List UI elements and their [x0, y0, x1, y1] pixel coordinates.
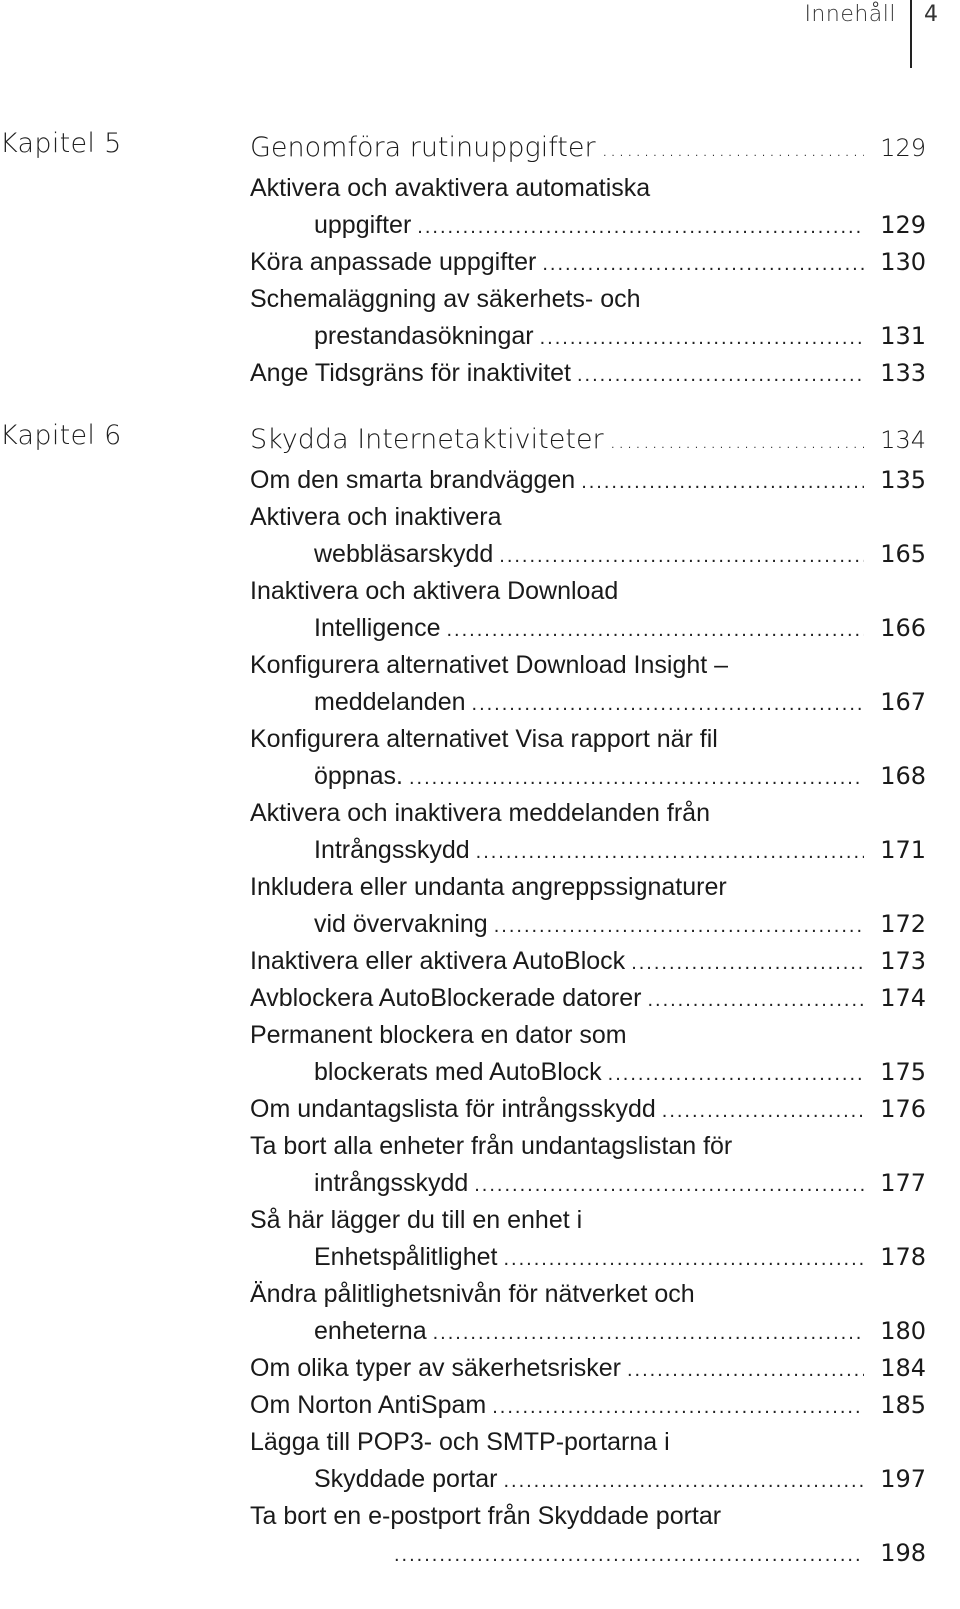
dot-leader: [492, 1389, 864, 1426]
entry-title: Aktivera och inaktivera meddelanden från: [250, 799, 710, 827]
entry-title: Schemaläggning av säkerhets- och: [250, 285, 641, 313]
dot-leader: [631, 945, 864, 982]
dot-leader: [476, 834, 864, 871]
dot-leader: [602, 129, 864, 169]
dot-leader: [433, 1315, 864, 1352]
entry-page: 131: [880, 322, 926, 350]
entry-title-continued: uppgifter: [314, 211, 412, 239]
toc-entry-continuation[interactable]: [250, 318, 926, 355]
entry-page: 129: [880, 211, 926, 239]
entry-title-continued: webbläsarskydd: [314, 540, 494, 568]
entry-page: 172: [880, 910, 926, 938]
dot-leader: [581, 464, 864, 501]
entry-title-continued: vid övervakning: [314, 910, 488, 938]
toc-entry-continuation[interactable]: [250, 610, 926, 647]
toc-entry[interactable]: [250, 355, 926, 392]
chapter-title: Skydda Internetaktiviteter: [250, 424, 604, 455]
entry-page: 130: [880, 248, 926, 276]
entry-title-continued: enheterna: [314, 1317, 427, 1345]
chapter-label: Kapitel 5: [0, 128, 122, 159]
dot-leader: [446, 612, 864, 649]
entry-page: 197: [880, 1465, 926, 1493]
entry-title: Konfigurera alternativet Visa rapport när fil: [250, 725, 718, 753]
toc-entry[interactable]: [250, 795, 926, 832]
toc-entry[interactable]: [250, 499, 926, 536]
chapter-heading-row[interactable]: [250, 420, 926, 460]
toc-entry[interactable]: [250, 980, 926, 1017]
toc-entry-continuation[interactable]: [250, 1535, 926, 1572]
page-header: [804, 0, 938, 70]
entry-title: Ändra pålitlighetsnivån för nätverket och: [250, 1280, 695, 1308]
toc-entry[interactable]: [250, 1424, 926, 1461]
entry-page: 185: [880, 1391, 926, 1419]
entry-page: 174: [880, 984, 926, 1012]
entry-title-continued: blockerats med AutoBlock: [314, 1058, 602, 1086]
entry-title: Om den smarta brandväggen: [250, 466, 576, 494]
toc-entry-continuation[interactable]: [250, 758, 926, 795]
page-number: 4: [924, 2, 938, 27]
toc-entry[interactable]: [250, 573, 926, 610]
dot-leader: [409, 760, 864, 797]
dot-leader: [472, 686, 864, 723]
dot-leader: [499, 538, 864, 575]
entry-title: Inaktivera eller aktivera AutoBlock: [250, 947, 626, 975]
entry-page: 180: [880, 1317, 926, 1345]
entry-title-continued: intrångsskydd: [314, 1169, 469, 1197]
chapter-heading-row[interactable]: [250, 128, 926, 168]
toc-entry-continuation[interactable]: [250, 1461, 926, 1498]
dot-leader: [577, 357, 864, 394]
dot-leader: [542, 246, 864, 283]
entry-title-continued: Intelligence: [314, 614, 441, 642]
dot-leader: [608, 1056, 864, 1093]
toc-entry-continuation[interactable]: [250, 906, 926, 943]
entry-page: 168: [880, 762, 926, 790]
entry-page: 175: [880, 1058, 926, 1086]
entry-title-continued: öppnas.: [314, 762, 403, 790]
entry-title: Om undantagslista för intrångsskydd: [250, 1095, 656, 1123]
toc-entry[interactable]: [250, 244, 926, 281]
toc-entry-continuation[interactable]: [250, 684, 926, 721]
toc-entry-continuation[interactable]: [250, 207, 926, 244]
entry-page: 178: [880, 1243, 926, 1271]
entry-page: 165: [880, 540, 926, 568]
toc-entry[interactable]: [250, 1128, 926, 1165]
entry-title-continued: Intrångsskydd: [314, 836, 470, 864]
toc-entry-continuation[interactable]: [250, 1239, 926, 1276]
entry-page: 198: [880, 1539, 926, 1567]
chapter-label: Kapitel 6: [0, 420, 122, 451]
entry-title: Inaktivera och aktivera Download: [250, 577, 619, 605]
toc-entry[interactable]: [250, 1276, 926, 1313]
dot-leader: [662, 1093, 864, 1130]
dot-leader: [540, 320, 864, 357]
toc-entry[interactable]: [250, 721, 926, 758]
chapter-page: 129: [880, 134, 926, 162]
entry-title: Så här lägger du till en enhet i: [250, 1206, 583, 1234]
entry-title: Permanent blockera en dator som: [250, 1021, 627, 1049]
dot-leader: [417, 209, 864, 246]
toc-entry[interactable]: [250, 1350, 926, 1387]
dot-leader: [503, 1463, 864, 1500]
dot-leader: [610, 421, 864, 461]
entry-title: Ta bort alla enheter från undantagslistan för: [250, 1132, 733, 1160]
toc-entry[interactable]: [250, 1202, 926, 1239]
toc-entry[interactable]: [250, 1387, 926, 1424]
entry-title-continued: prestandasökningar: [314, 322, 534, 350]
entry-title: Inkludera eller undanta angreppssignaturer: [250, 873, 727, 901]
entry-title-continued: Skyddade portar: [314, 1465, 498, 1493]
entry-page: 133: [880, 359, 926, 387]
toc-entry-continuation[interactable]: [250, 1313, 926, 1350]
entry-page: 171: [880, 836, 926, 864]
chapter-title: Genomföra rutinuppgifter: [250, 132, 596, 163]
entry-title-continued: meddelanden: [314, 688, 466, 716]
entry-page: 176: [880, 1095, 926, 1123]
toc-entries: [250, 420, 926, 1572]
entry-title: Konfigurera alternativet Download Insight –: [250, 651, 729, 679]
entry-page: 184: [880, 1354, 926, 1382]
toc-entry-continuation[interactable]: [250, 1165, 926, 1202]
entry-page: 173: [880, 947, 926, 975]
toc-entries: [250, 128, 926, 392]
entry-page: 135: [880, 466, 926, 494]
entry-page: 177: [880, 1169, 926, 1197]
dot-leader: [494, 908, 864, 945]
toc-entry[interactable]: [250, 1498, 926, 1535]
chapter-page: 134: [880, 426, 926, 454]
toc-entry-continuation[interactable]: [250, 832, 926, 869]
toc-entry[interactable]: [250, 1017, 926, 1054]
entry-title: Aktivera och avaktivera automatiska: [250, 174, 651, 202]
entry-title: Om Norton AntiSpam: [250, 1391, 487, 1419]
dot-leader: [627, 1352, 864, 1389]
dot-leader: [474, 1167, 864, 1204]
entry-title: Avblockera AutoBlockerade datorer: [250, 984, 642, 1012]
toc-entry[interactable]: [250, 869, 926, 906]
entry-page: 166: [880, 614, 926, 642]
dot-leader: [647, 982, 864, 1019]
entry-title-continued: Enhetspålitlighet: [314, 1243, 498, 1271]
entry-title: Köra anpassade uppgifter: [250, 248, 537, 276]
dot-leader: [394, 1537, 864, 1574]
running-head-title: Innehåll: [804, 2, 896, 27]
entry-title: Ange Tidsgräns för inaktivitet: [250, 359, 571, 387]
toc-entry[interactable]: [250, 281, 926, 318]
toc-entry[interactable]: [250, 170, 926, 207]
toc-entry[interactable]: [250, 462, 926, 499]
entry-title: Lägga till POP3- och SMTP-portarna i: [250, 1428, 670, 1456]
entry-title: Ta bort en e-postport från Skyddade portar: [250, 1502, 722, 1530]
entry-title: Om olika typer av säkerhetsrisker: [250, 1354, 621, 1382]
toc-entry-continuation[interactable]: [250, 536, 926, 573]
entry-title: Aktivera och inaktivera: [250, 503, 502, 531]
toc-entry[interactable]: [250, 1091, 926, 1128]
toc-entry-continuation[interactable]: [250, 1054, 926, 1091]
entry-page: 167: [880, 688, 926, 716]
toc-entry[interactable]: [250, 943, 926, 980]
dot-leader: [503, 1241, 864, 1278]
toc-entry[interactable]: [250, 647, 926, 684]
